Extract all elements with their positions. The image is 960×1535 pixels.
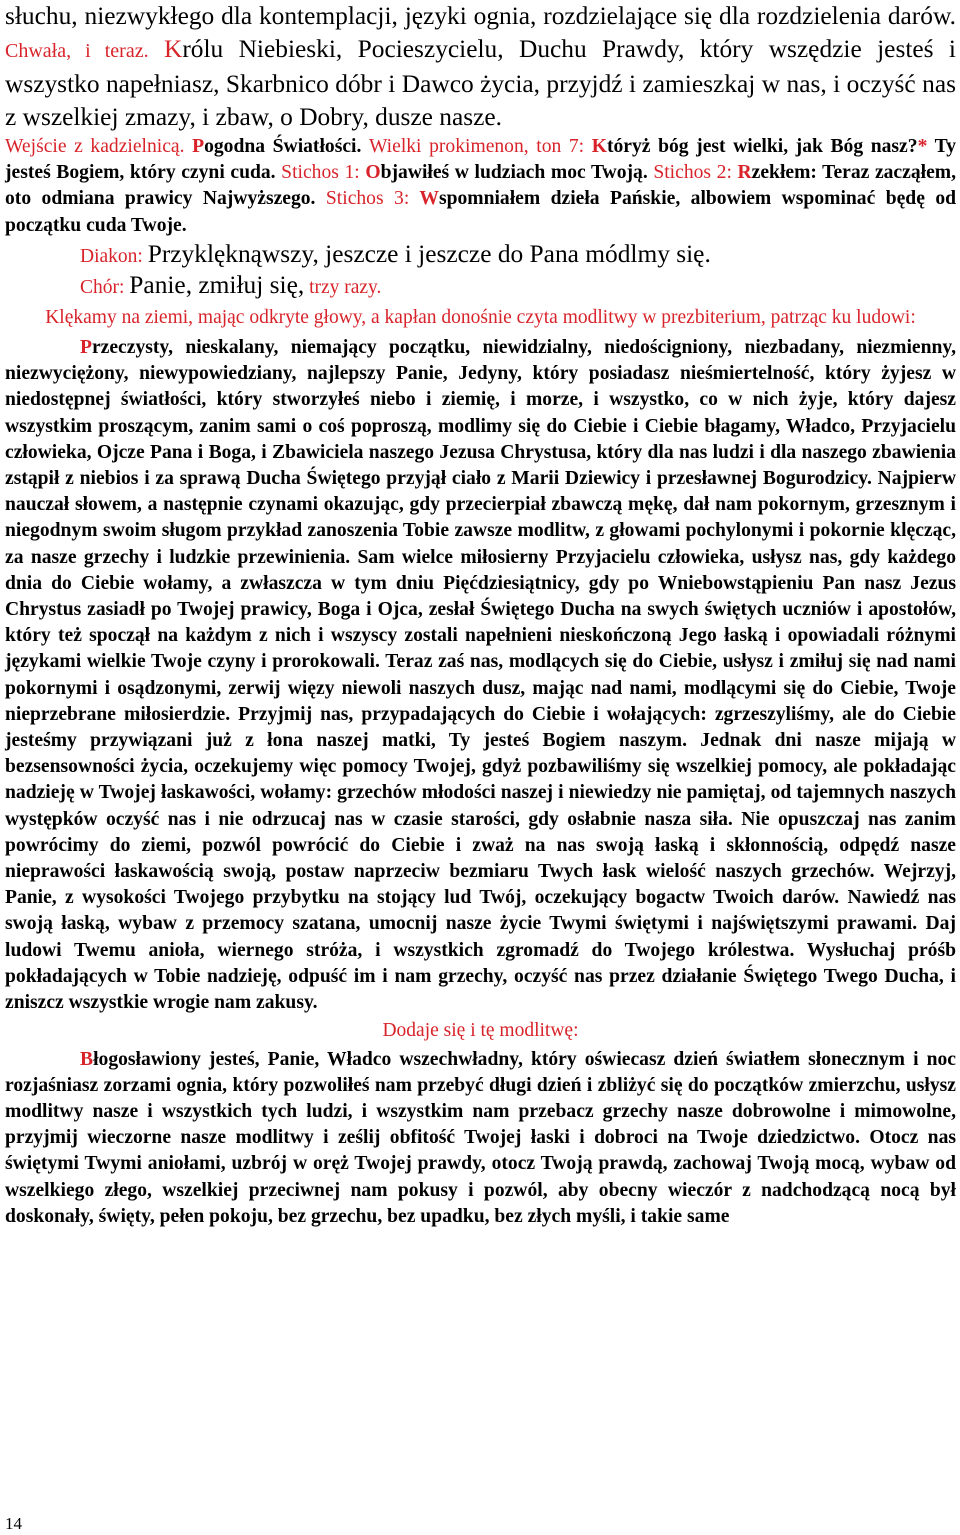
prokimenon-refrain: Ty jesteś Bogiem, który czyni cuda. [5, 136, 957, 184]
stichos3-initial: W [419, 188, 439, 210]
prokimenon-rubric: Wielki prokimenon, ton 7: [368, 136, 585, 157]
prayer-first [5, 335, 956, 1016]
stichos3-text: spomniałem dzieła Pańskie, albowiem wspominać będę od początku cuda Twoje. [5, 188, 957, 236]
prayer1-text: rzeczysty, nieskalany, niemający początku, niewidzialny, niedościgniony, niezbadany, niezmienny, niezwyciężony, niewypowiedziany, najlepszy Panie, Jedyny, który posiadasz nieśmiertelność, który żyjesz w niedostępnej światłości, który stworzyłeś niebo i ziemię, i morze, i wszystko, co w nich żyje, który dajesz wszystkim proszącym, zanim sami o coś poproszą, modlimy się do Ciebie i Ciebie błagamy, Władco, Przyjacielu człowieka, Ojcze Pana i Boga, i Zbawiciela naszego Jezusa Chrystusa, który dla nas ludzi i dla naszego zbawienia zstąpił z niebios i za sprawą Ducha Świętego przyjął ciało z Marii Dziewicy i przesławnej Bogurodzicy. Najpierw nauczał słowem, a następnie czynami okazując, gdy przecierpiał zbawczą mękę, dał nam pokornym, grzesznym i niegodnym swoim sługom przykład zanoszenia Tobie zawsze modlitw, z głowami pochylonymi i pokornie klęcząc, za nasze grzechy i ludzkie przewinienia. Sam wielce miłosierny Przyjacielu człowieka, usłysz nas, gdy każdego dnia do Ciebie wołamy, a zwłaszcza w tym dniu Pięćdziesiątnicy, gdy po Wniebowstąpieniu Pan nasz Jezus Chrystus zasiadł po Twojej prawicy, Boga i Ojca, zesłał Świętego Ducha na swych świętych uczniów i apostołów, który też spoczął na każdym z nich i wszyscy zostali napełnieni nieskończoną Jego łaską i opowiadali różnymi językami wielkie Twoje czyny i prorokowali. Teraz zaś nas, modlących się do Ciebie, usłysz i zmiłuj się nad nami pokornymi i osądzonymi, zerwij więzy niewoli naszych dusz, mając nad nami, modlącymi się do Ciebie, Twoje nieprzebrane miłosierdzie. Przyjmij nas, przypadających do Ciebie i wołających: zgrzeszyliśmy, ale do Ciebie jesteśmy przywiązani już z łona naszej matki, Ty jesteś Bogiem naszym. Jednak dni nasze mijają w bezsensowności życia, oczekujemy więc pomocy Twojej, gdyż pozbawiliśmy się wszelkiej pomocy, ale pokładając nadzieję w Twojej łaskawości, wołamy: grzechów młodości naszej i niewiedzy nie pamiętaj, od tajemnych naszych występków oczyść nas i nie odrzucaj nas w czasie starości, gdy osłabnie nasza siła. Nie opuszczaj nas zanim powrócimy do ziemi, pozwól powrócić do Ciebie i zważ na nas swoją łaską i skłonnością, odpędź nasze nieprawości łaskawością swoją, postaw naprzeciw bezmiaru Twych łask wielość naszych grzechów. Wejrzyj, Panie, z wysokości Twojego przybytku na stojący lud Twój, oczekujący bogactw Twoich darów. Nawiedź nas swoją łaską, wybaw z przemocy szatana, umocnij nasze życie Twymi świętymi i najświętszymi prawami. Daj ludowi Twemu anioła, wiernego stróża, i wszystkich zgromadź do Twojego królestwa. Wysłuchaj próśb pokładających w Tobie nadzieję, odpuść im i nam grzechy, oczyść nas przez działanie Świętego Twego Ducha, i zniszcz wszystkie wrogie nam zakusy. [5, 337, 956, 1014]
stichos2-rubric: Stichos 2: [653, 162, 732, 184]
prokimenon-text: tóryż bóg jest wielki, jak Bóg nasz? [606, 136, 918, 157]
krolu-text: rólu Niebieski, Pocieszycielu, Duchu Prawdy, który wszędzie jesteś i wszystko napełniasz, Skarbnico dóbr i Dawco życia, przyjdź i zamieszkaj w nas, i oczyść nas z wszelkiej zmazy, i zbaw, o Dobry, dusze nasze. [5, 35, 956, 131]
prayer2-initial: B [80, 1048, 94, 1070]
rubric-added-prayer: Dodaje się i tę modlitwę: [382, 1020, 579, 1042]
chor-text: Panie, zmiłuj się, [129, 270, 305, 299]
stichos3-rubric: Stichos 3: [325, 188, 410, 210]
prayer2-text: łogosławiony jesteś, Panie, Władco wszechwładny, który oświecasz dzień światłem słonecznym i noc rozjaśniasz zorzami ognia, który pozwoliłeś nam przebyć długi dzień i zbliżyć się do początków zmierzchu, usłysz modlitwy nasze i wszystkich tych ludzi, i wszystkim nam przebacz grzechy nasze dobrowolne i mimowolne, przyjmij wieczorne nasze modlitwy i ześlij obfitość Twojej łaski i dobroci na Twoje dziedzictwo. Otocz nas świętymi Twymi aniołami, uzbrój w oręż Twojej prawdy, otocz Twoją prawdą, zachowaj Twoją mocą, wybaw od wszelkiego złego, wszelkiej przeciwnej nam pokusy i pozwól, aby obecny wieczór z nadchodzącą nocą był doskonały, święty, pełen pokoju, bez grzechu, bez upadku, bez złych myśli, i takie same [5, 1048, 956, 1227]
intro-paragraph [5, 0, 956, 134]
rubric-kneeling: Klękamy na ziemi, mając odkryte głowy, a kapłan donośnie czyta modlitwy w prezbiterium, patrząc ku ludowi: [45, 306, 916, 328]
prokimenon-paragraph [5, 134, 956, 239]
entrance-text: ogodna Światłości. [204, 136, 362, 157]
chor-line [5, 272, 956, 301]
refrain-star: * [917, 136, 928, 157]
chwala-rubric: Chwała, i teraz. [5, 40, 149, 62]
prayer1-initial: P [80, 337, 92, 359]
stichos1-initial: O [365, 162, 381, 184]
intro-text: słuchu, niezwykłego dla kontemplacji, języki ognia, rozdzielające się dla rozdzielenia darów. [5, 2, 956, 30]
entrance-rubric: Wejście z kadzielnicą. [5, 136, 185, 157]
diakon-text: Przyklęknąwszy, jeszcze i jeszcze do Pana módlmy się. [147, 239, 711, 268]
diakon-label: Diakon: [80, 245, 143, 267]
stichos2-initial: R [737, 162, 752, 184]
chor-suffix: trzy razy. [309, 276, 382, 298]
entrance-initial: P [192, 136, 205, 157]
chor-label: Chór: [80, 276, 125, 298]
stichos1-text: bjawiłeś w ludziach moc Twoją. [380, 162, 648, 184]
krolu-initial: K [163, 35, 183, 63]
prayer-second [5, 1047, 956, 1230]
stichos1-rubric: Stichos 1: [281, 162, 360, 184]
stichos2-text: zekłem: Teraz zacząłem, oto odmiana prawicy Najwyższego. [5, 162, 956, 210]
page-number: 14 [5, 1514, 22, 1533]
diakon-line [5, 241, 956, 270]
prokimenon-initial: K [591, 136, 607, 157]
